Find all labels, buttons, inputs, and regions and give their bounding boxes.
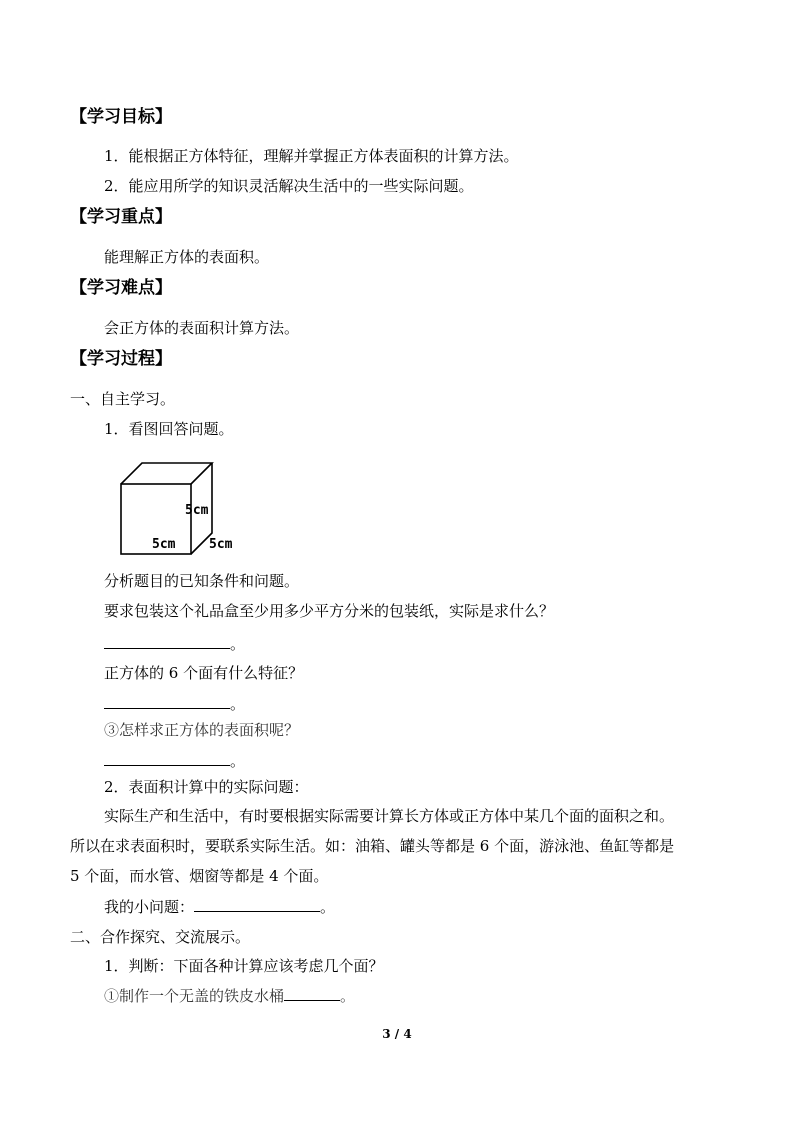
cube-figure [115,458,245,558]
process-heading: 【学习过程】 [70,349,172,369]
page-number: 3 / 4 [382,1027,412,1041]
answer-blank-2[interactable] [104,694,230,709]
part1-q1: 1．看图回答问题。 [104,420,234,438]
difficulty-text: 会正方体的表面积计算方法。 [104,319,300,337]
part1-q2: 2．表面积计算中的实际问题： [104,778,309,796]
my-question-end: 。 [320,898,336,916]
ask-3: ③怎样求正方体的表面积呢？ [104,721,300,739]
para-line-3: 5 个面，而水管、烟窗等都是 4 个面。 [70,867,329,885]
part1-title: 一、自主学习。 [70,390,176,408]
cube-height-label: 5cm [185,503,209,518]
answer-line-2 [104,694,245,714]
part2-title: 二、合作探究、交流展示。 [70,928,251,946]
my-question-line [104,897,335,917]
part2-item1-end: 。 [340,987,356,1005]
part2-q1: 1．判断：下面各种计算应该考虑几个面？ [104,957,384,975]
cube-width-label: 5cm [209,537,233,552]
my-question-blank[interactable] [194,897,320,912]
para-line-1: 实际生产和生活中，有时要根据实际需要计算长方体或正方体中某几个面的面积之和。 [104,807,675,825]
analyze-text: 分析题目的已知条件和问题。 [104,572,300,590]
ask-1: 要求包装这个礼品盒至少用多少平方分米的包装纸，实际是求什么？ [104,602,555,620]
part2-item1: ①制作一个无盖的铁皮水桶 [104,987,285,1005]
part2-item1-blank[interactable] [284,986,340,1001]
answer-line-1 [104,634,245,654]
goals-heading: 【学习目标】 [70,107,172,127]
answer-end-2: 。 [230,695,246,713]
part2-item1-line [104,986,355,1006]
para-line-2: 所以在求表面积时，要联系实际生活。如：油箱、罐头等都是 6 个面，游泳池、鱼缸等都是 [70,837,675,855]
ask-2: 正方体的 6 个面有什么特征？ [104,664,304,682]
cube-length-label: 5cm [152,537,176,552]
answer-end-1: 。 [230,635,246,653]
goal-2: 2．能应用所学的知识灵活解决生活中的一些实际问题。 [104,177,474,195]
key-text: 能理解正方体的表面积。 [104,248,270,266]
goal-1: 1．能根据正方体特征，理解并掌握正方体表面积的计算方法。 [104,147,519,165]
answer-blank-1[interactable] [104,634,230,649]
my-question-label: 我的小问题： [104,898,195,916]
difficulty-heading: 【学习难点】 [70,278,172,298]
answer-blank-3[interactable] [104,751,230,766]
cube-top-face [121,463,212,484]
answer-end-3: 。 [230,752,246,770]
answer-line-3 [104,751,245,771]
key-heading: 【学习重点】 [70,207,172,227]
